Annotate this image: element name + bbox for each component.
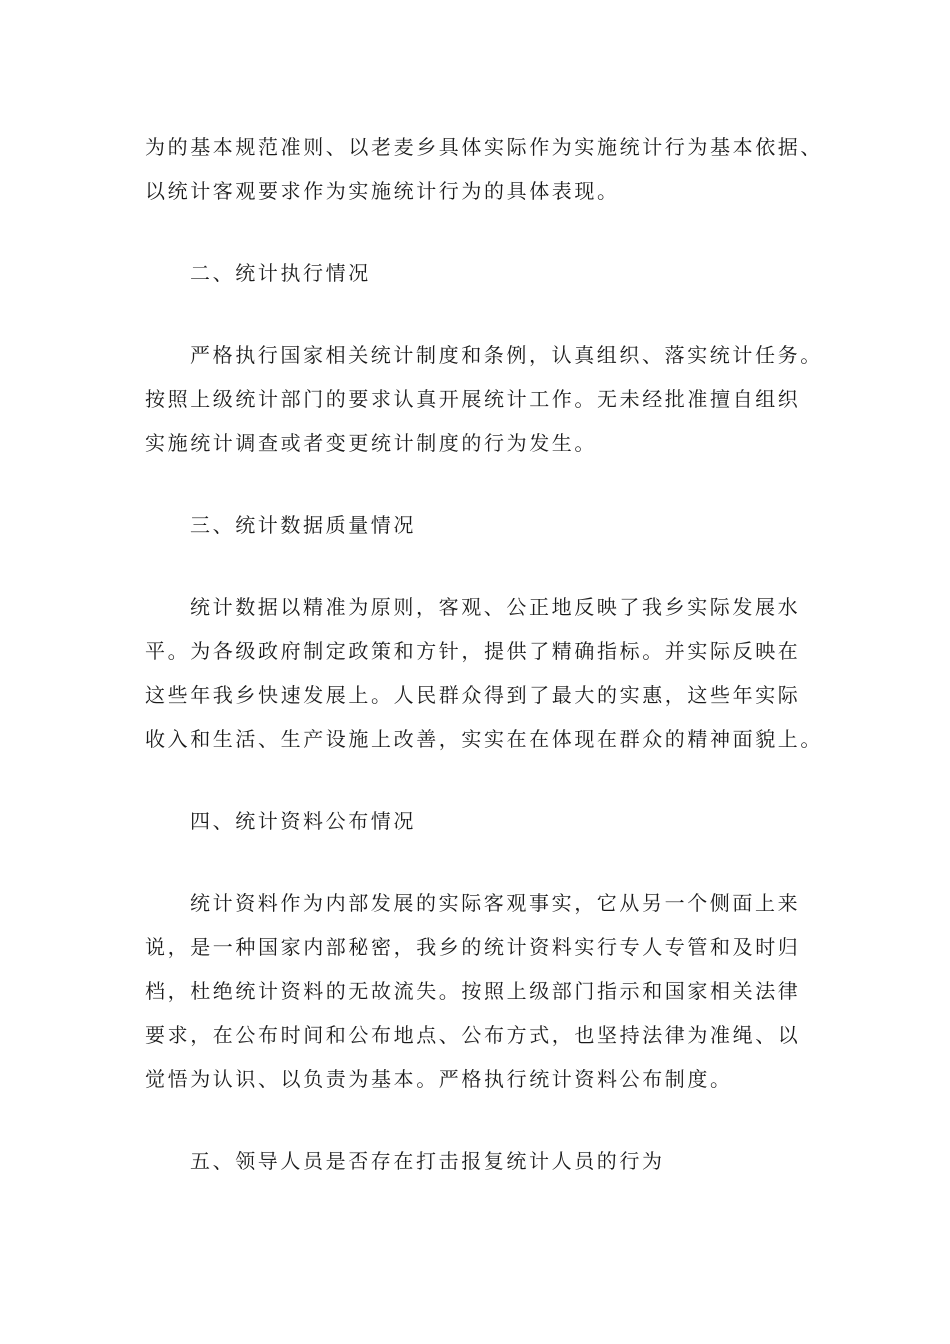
section-heading-3: 三、统计数据质量情况 xyxy=(190,513,416,537)
document-body xyxy=(145,125,823,1221)
paragraph-data-quality xyxy=(145,585,823,761)
paragraph-line: 觉悟为认识、以负责为基本。严格执行统计资料公布制度。 xyxy=(145,1067,733,1091)
section-heading-5: 五、领导人员是否存在打击报复统计人员的行为 xyxy=(190,1149,665,1173)
paragraph-line: 统计数据以精准为原则，客观、公正地反映了我乡实际发展水 xyxy=(190,595,801,619)
paragraph-line: 要求，在公布时间和公布地点、公布方式，也坚持法律为准绳、以 xyxy=(145,1023,801,1047)
paragraph-line: 统计资料作为内部发展的实际客观事实，它从另一个侧面上来 xyxy=(190,891,801,915)
paragraph-line: 这些年我乡快速发展上。人民群众得到了最大的实惠，这些年实际 xyxy=(145,683,801,707)
paragraph-line: 收入和生活、生产设施上改善，实实在在体现在群众的精神面貌上。 xyxy=(145,727,823,751)
paragraph-statistics-execution xyxy=(145,333,823,465)
paragraph-line: 按照上级统计部门的要求认真开展统计工作。无未经批准擅自组织 xyxy=(145,387,801,411)
section-heading-2: 二、统计执行情况 xyxy=(190,261,371,285)
paragraph-line: 档，杜绝统计资料的无故流失。按照上级部门指示和国家相关法律 xyxy=(145,979,801,1003)
paragraph-line: 为的基本规范准则、以老麦乡具体实际作为实施统计行为基本依据、 xyxy=(145,135,823,159)
paragraph-line: 实施统计调查或者变更统计制度的行为发生。 xyxy=(145,431,597,455)
section-heading-4: 四、统计资料公布情况 xyxy=(190,809,416,833)
paragraph-line: 以统计客观要求作为实施统计行为的具体表现。 xyxy=(145,179,620,203)
paragraph-data-publication xyxy=(145,881,805,1101)
paragraph-line: 严格执行国家相关统计制度和条例，认真组织、落实统计任务。 xyxy=(190,343,823,367)
paragraph-line: 平。为各级政府制定政策和方针，提供了精确指标。并实际反映在 xyxy=(145,639,801,663)
paragraph-continued-intro xyxy=(145,125,823,213)
paragraph-line: 说，是一种国家内部秘密，我乡的统计资料实行专人专管和及时归 xyxy=(145,935,801,959)
